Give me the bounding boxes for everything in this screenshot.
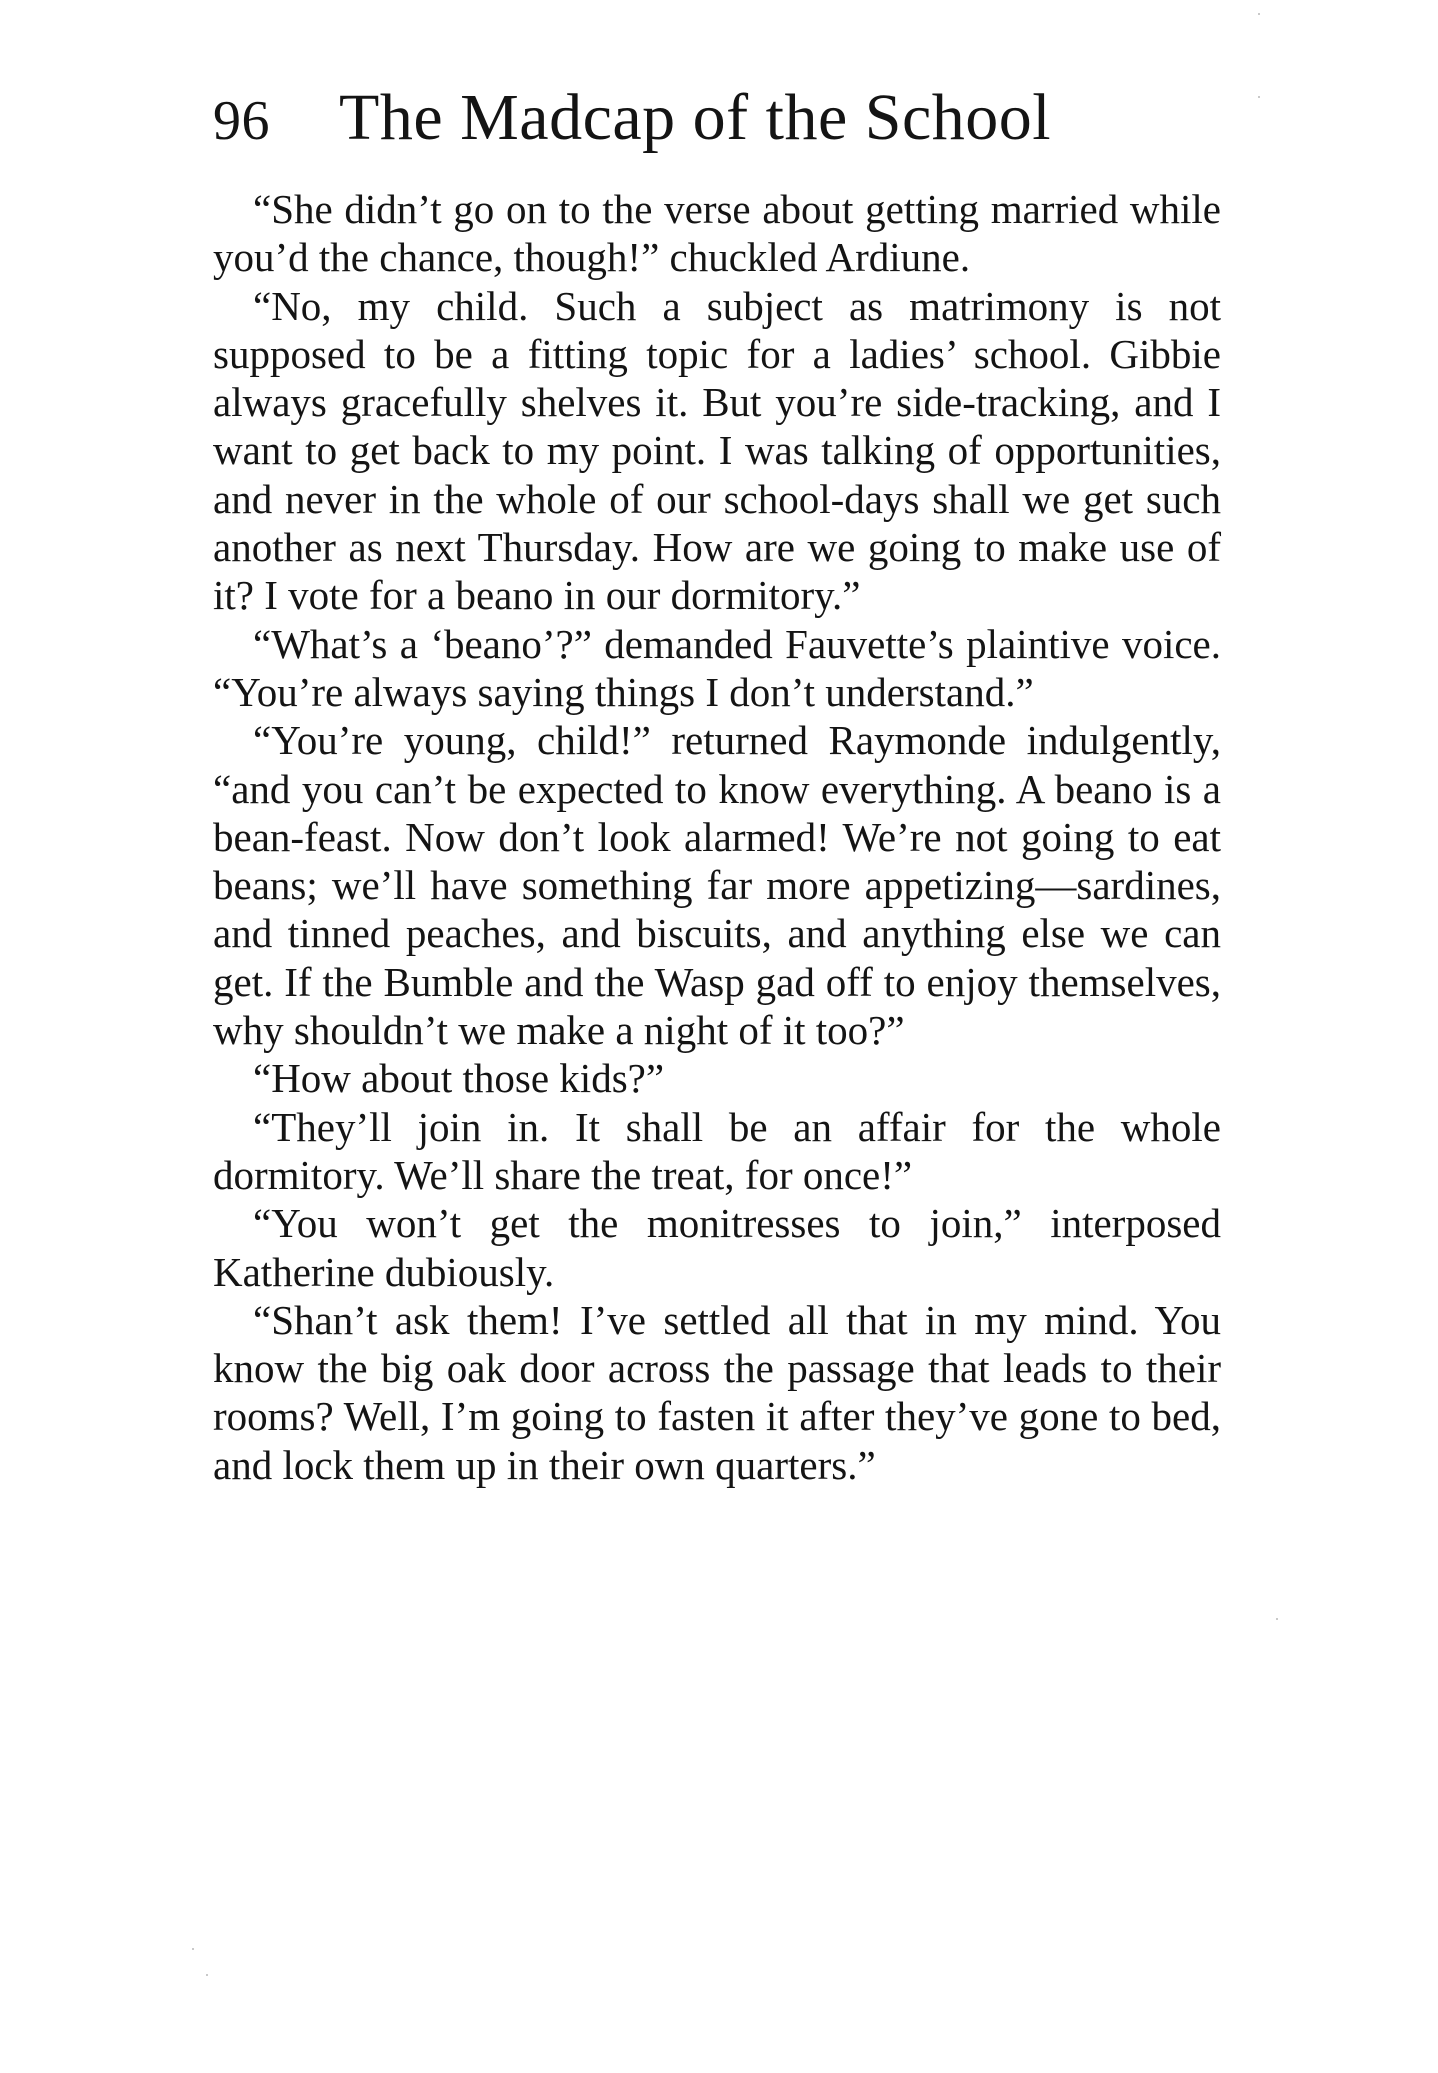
paper-speck [192,1948,194,1950]
paragraph: “How about those kids?” [253,1055,665,1102]
paper-speck [1258,13,1260,15]
paper-speck [1276,1618,1278,1620]
paper-speck [206,1974,208,1976]
paragraph: “You won’t get the monitresses to join,” interposed Katherine dubiously. [213,1200,1221,1295]
paragraph: “What’s a ‘beano’?” demanded Fauvette’s plaintive voice. “You’re always saying things I don’t understand.” [213,620,1221,715]
running-head [213,78,1233,158]
paragraph: “Shan’t ask them! I’ve settled all that in my mind. You know the big oak door across the passage that leads to their rooms? Well, I’m going to fasten it after they’ve gone to bed, and lock them up in their own quarters.” [213,1296,1221,1488]
paragraph: “They’ll join in. It shall be an affair for the whole dormitory. We’ll share the treat, for once!” [213,1103,1221,1198]
paragraph: “No, my child. Such a subject as matrimony is not supposed to be a fitting topic for a ladies’ school. Gibbie always gracefully shelves it. But you’re side-tracking, and I want to get back to my point. I was talking of opportunities, and never in the whole of our school-days shall we get such another as next Thursday. How are we going to make use of it? I vote for a beano in our dormitory.” [213,282,1221,619]
book-title: The Madcap of the School [339,81,1052,154]
page-number: 96 [213,90,270,152]
paper-speck [1258,96,1260,98]
body-text [213,185,1221,1489]
paragraph: “You’re young, child!” returned Raymonde indulgently, “and you can’t be expected to know everything. A beano is a bean-feast. Now don’t look alarmed! We’re not going to eat beans; we’ll have something far more appetizing—sardines, and tinned peaches, and biscuits, and anything else we can get. If the Bumble and the Wasp gad off to enjoy themselves, why shouldn’t we make a night of it too?” [213,717,1221,1054]
paragraph: “She didn’t go on to the verse about getting married while you’d the chance, though!” chuckled Ardiune. [213,186,1221,281]
